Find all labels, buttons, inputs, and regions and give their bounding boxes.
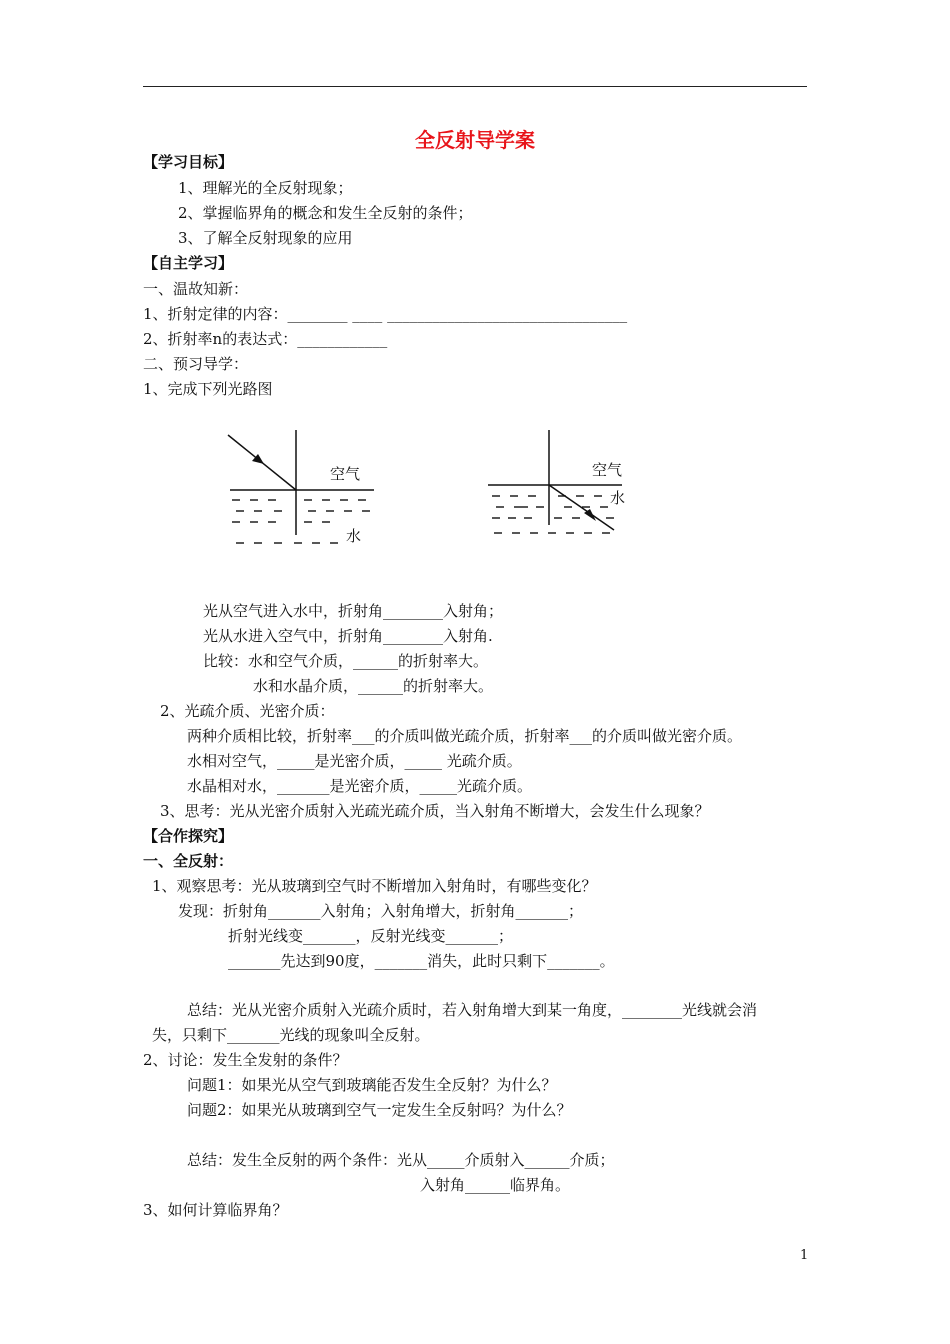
review-item: 2、折射率n的表达式：____________	[143, 330, 388, 348]
goal-item: 3、了解全反射现象的应用	[178, 229, 353, 247]
light-path-figure-water-to-air	[484, 425, 634, 550]
summary-line: 总结：发生全反射的两个条件：光从_____介质射入______介质；	[187, 1151, 615, 1169]
goal-item: 1、理解光的全反射现象；	[178, 179, 353, 197]
preview-question-1: 1、完成下列光路图	[143, 380, 273, 398]
text-line: 发现：折射角_______入射角；入射角增大，折射角_______；	[178, 902, 584, 920]
goal-item: 2、掌握临界角的概念和发生全反射的条件；	[178, 204, 473, 222]
review-title: 一、温故知新：	[143, 280, 249, 298]
text-line: 2、光疏介质、光密介质：	[160, 702, 335, 720]
document-title: 全反射导学案	[415, 128, 535, 152]
text-line: 3、思考：光从光密介质射入光疏光疏介质，当入射角不断增大，会发生什么现象？	[160, 802, 710, 820]
total-reflection-title: 一、全反射：	[143, 852, 234, 870]
self-study-header: 【自主学习】	[143, 254, 234, 272]
goals-header: 【学习目标】	[143, 153, 234, 171]
coop-header: 【合作探究】	[143, 827, 234, 845]
text-line: 1、观察思考：光从玻璃到空气时不断增加入射角时，有哪些变化？	[152, 877, 597, 895]
text-line: 比较：水和空气介质，______的折射率大。	[203, 652, 489, 670]
text-line: 水相对空气，_____是光密介质，_____ 光疏介质。	[187, 752, 522, 770]
text-line: 两种介质相比较，折射率___的介质叫做光疏介质，折射率___的介质叫做光密介质。	[187, 727, 743, 745]
text-line: _______先达到90度，_______消失，此时只剩下_______。	[228, 952, 615, 970]
air-label: 空气	[330, 465, 361, 483]
text-line: 水晶相对水，_______是光密介质，_____光疏介质。	[187, 777, 533, 795]
text-line: 折射光线变_______，反射光线变_______；	[228, 927, 514, 945]
text-line: 水和水晶介质，______的折射率大。	[253, 677, 494, 695]
water-hatching	[492, 496, 614, 533]
summary-line: 总结：光从光密介质射入光疏介质时，若入射角增大到某一角度，________光线就会消	[187, 1001, 758, 1019]
air-label: 空气	[592, 461, 623, 479]
text-line: 3、如何计算临界角？	[143, 1201, 288, 1219]
header-rule	[143, 86, 807, 87]
summary-line: 失，只剩下_______光线的现象叫全反射。	[152, 1026, 430, 1044]
water-label: 水	[610, 489, 626, 507]
preview-title: 二、预习导学：	[143, 355, 249, 373]
review-item: 1、折射定律的内容：________ ____ ________________________________	[143, 305, 628, 323]
text-line: 问题1：如果光从空气到玻璃能否发生全反射？为什么？	[187, 1076, 557, 1094]
text-line: 问题2：如果光从玻璃到空气一定发生全反射吗？为什么？	[187, 1101, 572, 1119]
text-line: 光从水进入空气中，折射角________入射角.	[203, 627, 493, 645]
text-line: 2、讨论：发生全发射的条件？	[143, 1051, 348, 1069]
water-label: 水	[346, 527, 362, 545]
light-path-figure-air-to-water	[222, 425, 387, 555]
page-number: 1	[800, 1248, 809, 1263]
text-line: 光从空气进入水中，折射角________入射角；	[203, 602, 504, 620]
summary-line: 入射角______临界角。	[420, 1176, 571, 1194]
